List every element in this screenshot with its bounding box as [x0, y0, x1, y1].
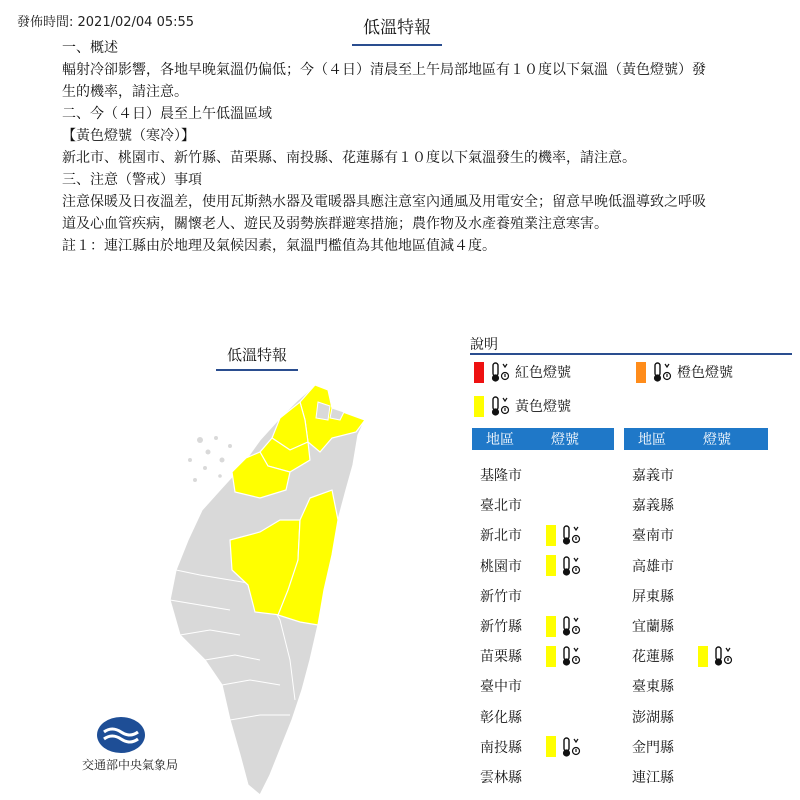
table-row	[624, 493, 758, 517]
table-row	[472, 705, 606, 729]
report-line: 生的機率，請注意。	[62, 84, 188, 100]
table-row	[472, 765, 606, 789]
table-row	[624, 614, 758, 638]
table-row	[624, 584, 758, 608]
page-title: 低溫特報	[352, 13, 442, 46]
table-header-right	[624, 428, 768, 450]
cwb-logo-icon	[96, 716, 146, 754]
thermometer-icon	[560, 524, 582, 546]
table-row	[472, 614, 606, 638]
region-name: 金門縣	[632, 739, 674, 756]
signal-cell	[546, 736, 606, 758]
table-row	[472, 735, 606, 759]
thermometer-icon	[560, 645, 582, 667]
region-name: 新北市	[480, 528, 522, 545]
report-line: 【黃色燈號（寒冷）】	[62, 128, 195, 144]
thermometer-icon	[489, 395, 511, 417]
region-name: 澎湖縣	[632, 709, 674, 726]
report-line: 三、注意（警戒）事項	[62, 172, 202, 188]
legend-item-orange	[636, 361, 733, 383]
table-row	[624, 463, 758, 487]
map-title: 低溫特報	[216, 344, 298, 371]
legend-label: 黃色燈號	[515, 399, 571, 415]
signal-cell	[546, 645, 606, 667]
report-line: 輻射冷卻影響，各地早晚氣溫仍偏低；今（４日）清晨至上午局部地區有１０度以下氣溫（黃色燈號）發	[62, 62, 706, 78]
table-row	[624, 523, 758, 547]
table-row	[472, 554, 606, 578]
table-row	[472, 463, 606, 487]
header-signal: 燈號	[551, 432, 579, 448]
report-line: 注意保暖及日夜溫差，使用瓦斯熱水器及電暖器具應注意室內通風及用電安全；留意早晚低溫導致之呼吸	[62, 194, 706, 210]
header-region: 地區	[638, 432, 666, 448]
signal-cell	[698, 645, 758, 667]
offshore-islands	[188, 436, 232, 482]
region-name: 嘉義市	[632, 468, 674, 484]
thermometer-icon	[560, 555, 582, 577]
region-name: 新竹市	[480, 588, 522, 605]
region-name: 宜蘭縣	[632, 619, 674, 635]
yellow-swatch	[546, 555, 556, 576]
region-name: 苗栗縣	[480, 649, 522, 666]
signal-cell	[546, 524, 606, 546]
region-name: 高雄市	[632, 558, 674, 575]
yellow-swatch	[546, 616, 556, 637]
legend-title: 說明	[470, 337, 498, 353]
region-name: 連江縣	[632, 770, 674, 786]
table-row	[624, 705, 758, 729]
region-name: 雲林縣	[480, 770, 522, 786]
table-row	[472, 493, 606, 517]
table-row	[624, 765, 758, 789]
legend-label: 橙色燈號	[677, 365, 733, 381]
region-name: 臺北市	[480, 498, 522, 515]
taiwan-map	[160, 380, 390, 800]
table-row	[472, 523, 606, 547]
region-name: 南投縣	[480, 739, 522, 756]
orange-swatch	[636, 362, 646, 383]
thermometer-icon	[560, 615, 582, 637]
region-name: 嘉義縣	[632, 498, 674, 515]
table-header-left	[472, 428, 614, 450]
region-name: 彰化縣	[480, 709, 522, 726]
report-line: 新北市、桃園市、新竹縣、苗栗縣、南投縣、花蓮縣有１０度以下氣溫發生的機率，請注意。	[62, 150, 636, 166]
table-row	[624, 674, 758, 698]
table-row	[624, 644, 758, 668]
header-signal: 燈號	[703, 432, 731, 448]
report-line: 註１：連江縣由於地理及氣候因素，氣溫門檻值為其他地區值減４度。	[62, 238, 496, 254]
yellow-swatch	[698, 646, 708, 667]
region-name: 臺南市	[632, 528, 674, 545]
report-line: 二、今（４日）晨至上午低溫區域	[62, 106, 272, 122]
publish-time: 發佈時間: 2021/02/04 05:55	[17, 15, 195, 30]
table-row	[624, 554, 758, 578]
thermometer-icon	[560, 736, 582, 758]
legend-divider	[470, 353, 792, 355]
report-body	[62, 37, 762, 257]
thermometer-icon	[651, 361, 673, 383]
region-name: 臺東縣	[632, 679, 674, 696]
yellow-swatch	[546, 646, 556, 667]
legend-item-yellow	[474, 395, 571, 417]
red-swatch	[474, 362, 484, 383]
table-row	[624, 735, 758, 759]
yellow-swatch	[546, 736, 556, 757]
region-name: 新竹縣	[480, 619, 522, 635]
legend-label: 紅色燈號	[515, 365, 571, 381]
region-name: 花蓮縣	[632, 649, 674, 666]
table-row	[472, 674, 606, 698]
region-name: 基隆市	[480, 468, 522, 484]
thermometer-icon	[712, 645, 734, 667]
table-row	[472, 644, 606, 668]
report-line: 道及心血管疾病，關懷老人、遊民及弱勢族群避寒措施；農作物及水產養殖業注意寒害。	[62, 216, 608, 232]
region-name: 臺中市	[480, 679, 522, 696]
yellow-swatch	[474, 396, 484, 417]
region-name: 桃園市	[480, 558, 522, 575]
header-region: 地區	[486, 432, 514, 448]
signal-cell	[546, 555, 606, 577]
agency-name: 交通部中央氣象局	[81, 758, 178, 772]
legend-item-red	[474, 361, 571, 383]
yellow-swatch	[546, 525, 556, 546]
signal-cell	[546, 615, 606, 637]
thermometer-icon	[489, 361, 511, 383]
report-line: 一、概述	[62, 40, 118, 56]
table-row	[472, 584, 606, 608]
region-name: 屏東縣	[632, 588, 674, 605]
